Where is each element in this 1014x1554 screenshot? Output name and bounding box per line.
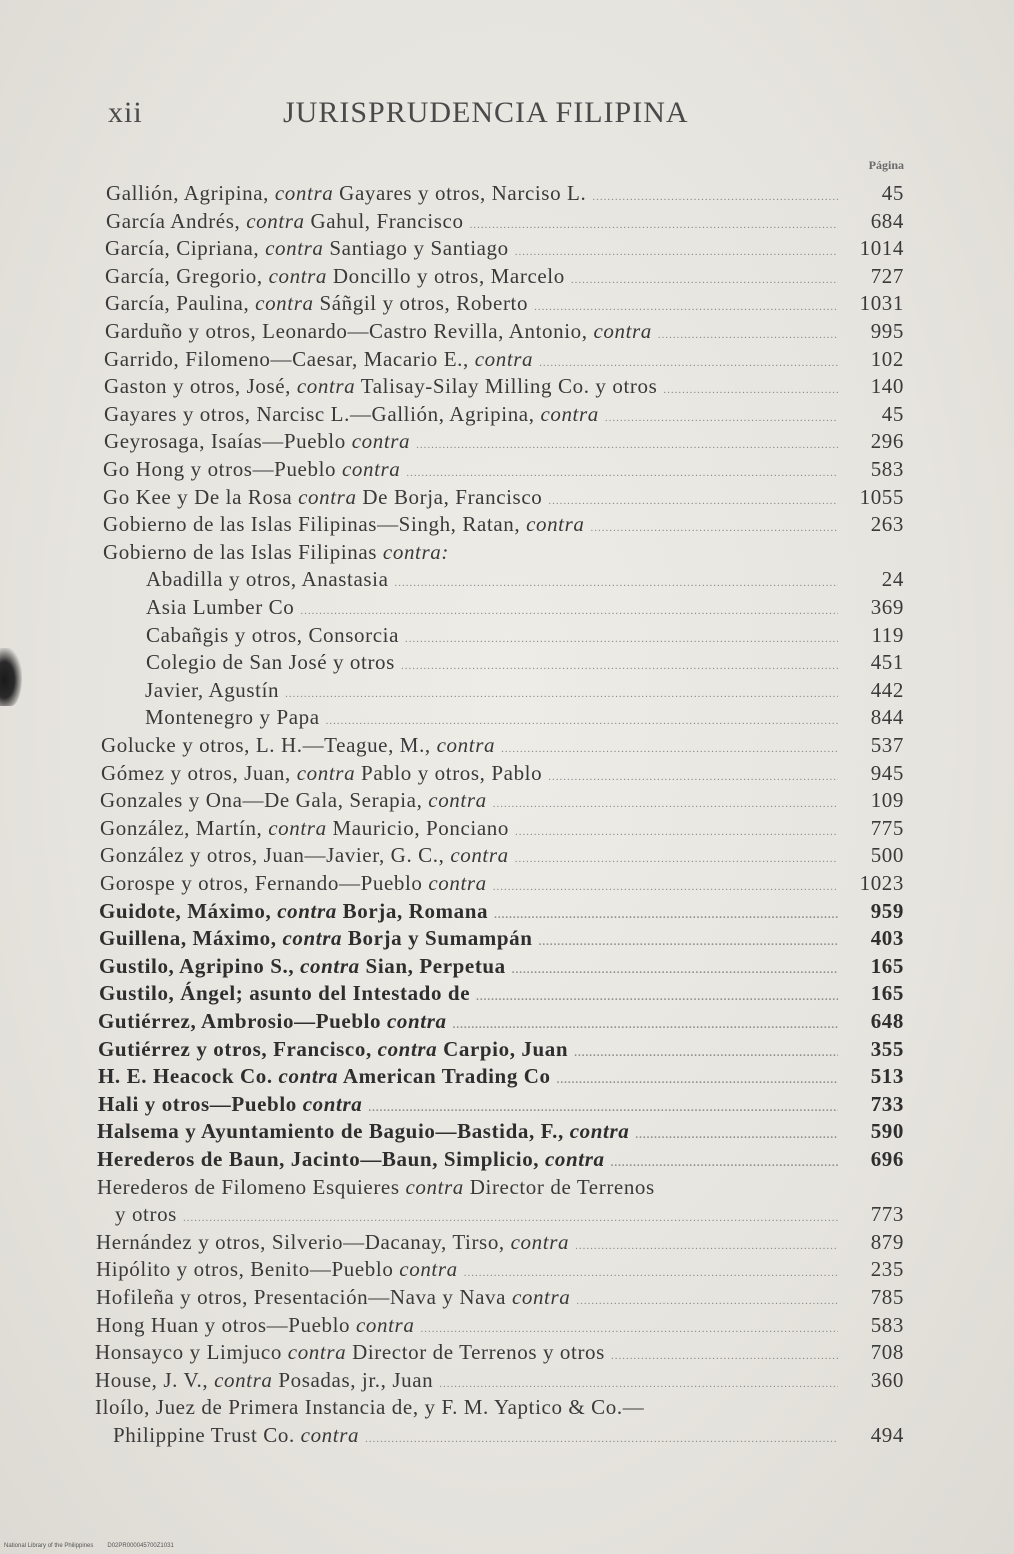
entry-text-part: Halsema y Ayuntamiento de Baguio—Bastida, F., bbox=[97, 1119, 570, 1144]
entry-text bbox=[96, 1256, 458, 1283]
entry-text-part: Borja y Sumampán bbox=[342, 926, 533, 951]
entry-text bbox=[103, 456, 400, 483]
entry-text bbox=[105, 263, 565, 290]
entry-page-number: 235 bbox=[870, 1257, 904, 1282]
entry-page-number: 648 bbox=[870, 1009, 904, 1033]
index-entry bbox=[98, 1008, 904, 1035]
entry-text bbox=[105, 318, 652, 345]
index-entry bbox=[145, 704, 904, 731]
index-entry bbox=[98, 1091, 904, 1118]
entry-text-part: Hofileña y otros, Presentación—Nava y Nava bbox=[96, 1285, 512, 1309]
entry-text bbox=[95, 1367, 433, 1394]
entry-page-number: 583 bbox=[870, 1312, 904, 1337]
entry-text-part: Montenegro y Papa bbox=[145, 705, 320, 730]
footer-library: National Library of the Philippines bbox=[4, 1543, 94, 1549]
entry-page-number: 451 bbox=[870, 650, 904, 675]
entry-page-number: 45 bbox=[881, 401, 904, 426]
entry-page-number: 696 bbox=[870, 1147, 904, 1171]
scan-smudge bbox=[0, 648, 22, 706]
entry-text-part: Garduño y otros, Leonardo—Castro Revilla, Antonio, bbox=[105, 319, 594, 343]
index-entry bbox=[96, 1229, 904, 1256]
entry-text bbox=[113, 1422, 359, 1449]
entry-italic-word: contra bbox=[510, 1229, 570, 1254]
index-entry bbox=[103, 456, 904, 483]
index-entry bbox=[145, 677, 904, 704]
entry-italic-word: contra bbox=[300, 953, 360, 978]
entry-text-part: Gaston y otros, José, bbox=[104, 374, 297, 399]
entry-text bbox=[98, 1063, 551, 1090]
entry-italic-word: contra bbox=[268, 263, 328, 288]
entry-text bbox=[99, 953, 506, 980]
entry-page-number: 590 bbox=[870, 1119, 904, 1144]
page-header bbox=[108, 96, 689, 130]
entry-italic-word: contra bbox=[511, 1285, 571, 1309]
entry-page-number: 263 bbox=[870, 512, 904, 537]
index-entry bbox=[99, 898, 904, 925]
entry-text-part: Posadas, jr., Juan bbox=[272, 1367, 434, 1392]
index-entry bbox=[115, 1201, 904, 1228]
entry-page-number: 45 bbox=[881, 181, 904, 205]
entry-page-number: 1014 bbox=[859, 236, 904, 261]
entry-text-part: Gutiérrez y otros, Francisco, bbox=[98, 1036, 378, 1061]
index-entry bbox=[98, 1063, 904, 1090]
entry-text-part: Mauricio, Ponciano bbox=[326, 815, 509, 840]
entry-page-number: 119 bbox=[871, 622, 904, 647]
entry-page-number: 727 bbox=[870, 263, 904, 288]
index-entry bbox=[95, 1367, 904, 1394]
entry-page-number: 296 bbox=[870, 429, 904, 454]
entry-italic-word: contra bbox=[387, 1009, 447, 1033]
entry-text-part: Philippine Trust Co. bbox=[113, 1423, 301, 1447]
entry-page-number: 165 bbox=[870, 981, 904, 1006]
entry-text-part: Cabañgis y otros, Consorcia bbox=[146, 622, 400, 647]
entry-text-part: Pablo y otros, Pablo bbox=[355, 760, 543, 785]
entry-text bbox=[105, 235, 509, 262]
entry-text-part: Doncillo y otros, Marcelo bbox=[327, 263, 565, 288]
index-entry bbox=[95, 1339, 904, 1366]
index-entry bbox=[146, 649, 904, 676]
index-entry bbox=[146, 566, 904, 593]
entry-text-part: Carpio, Juan bbox=[437, 1036, 569, 1061]
index-entry bbox=[95, 1394, 904, 1421]
entry-text bbox=[101, 760, 542, 787]
page-folio: xii bbox=[108, 96, 143, 129]
entry-italic-word: contra bbox=[255, 291, 314, 316]
entry-text-part: Golucke y otros, L. H.—Teague, M., bbox=[101, 733, 437, 757]
entry-page-number: 684 bbox=[870, 208, 904, 233]
entry-page-number: 733 bbox=[870, 1091, 904, 1116]
entry-text-part: Honsayco y Limjuco bbox=[95, 1340, 288, 1365]
index-entry bbox=[103, 511, 904, 538]
index-entry bbox=[97, 1174, 904, 1201]
entry-text-part: Gallión, Agripina, bbox=[106, 181, 275, 205]
entry-italic-word: contra bbox=[300, 1423, 360, 1447]
entry-page-number: 773 bbox=[870, 1202, 904, 1227]
entry-text-part: Colegio de San José y otros bbox=[146, 650, 395, 675]
entry-page-number: 945 bbox=[870, 760, 904, 785]
entry-page-number: 879 bbox=[870, 1229, 904, 1254]
entry-text bbox=[100, 842, 509, 869]
entry-text bbox=[145, 704, 320, 731]
entry-text-part: Herederos de Filomeno Esquieres bbox=[97, 1174, 406, 1199]
entry-text-part: Director de Terrenos y otros bbox=[346, 1340, 605, 1365]
entry-text-part: H. E. Heacock Co. bbox=[98, 1064, 279, 1089]
entry-text-part: American Trading Co bbox=[338, 1064, 551, 1089]
entry-page-number: 775 bbox=[870, 815, 904, 840]
entry-page-number: 1031 bbox=[859, 291, 904, 316]
index-entry bbox=[146, 622, 904, 649]
entry-text bbox=[97, 1146, 605, 1173]
entry-text bbox=[101, 732, 495, 759]
entry-text-part: Gustilo, Agripino S., bbox=[99, 953, 301, 978]
entry-text-part: y otros bbox=[115, 1202, 177, 1227]
entry-italic-word: contra bbox=[246, 208, 305, 233]
entry-italic-word: contra bbox=[265, 236, 324, 261]
entry-text-part: House, J. V., bbox=[95, 1367, 215, 1392]
entry-text-part: Guillena, Máximo, bbox=[99, 926, 283, 951]
entry-page-number: 785 bbox=[870, 1285, 904, 1309]
entry-text bbox=[105, 290, 528, 317]
entry-text-part: Santiago y Santiago bbox=[323, 236, 509, 261]
entry-text bbox=[98, 1008, 447, 1035]
entry-text bbox=[98, 1036, 568, 1063]
entry-text-part: Gustilo, Ángel; asunto del Intestado de bbox=[99, 981, 471, 1006]
entry-text bbox=[100, 870, 487, 897]
index-entry bbox=[96, 1284, 904, 1311]
entry-text bbox=[98, 1091, 362, 1118]
index-entry bbox=[101, 760, 904, 787]
entry-page-number: 24 bbox=[881, 567, 904, 592]
entry-page-number: 844 bbox=[870, 705, 904, 730]
entry-text-part: Talisay-Silay Milling Co. y otros bbox=[355, 374, 658, 399]
entry-text-part: Sáñgil y otros, Roberto bbox=[313, 291, 529, 316]
entry-page-number: 360 bbox=[870, 1367, 904, 1392]
entry-italic-word: contra bbox=[296, 374, 356, 399]
entry-text-part: González, Martín, bbox=[100, 815, 269, 840]
entry-text bbox=[96, 1284, 570, 1311]
index-entry bbox=[97, 1118, 904, 1145]
entry-text-part: Asia Lumber Co bbox=[146, 595, 295, 619]
index-entry bbox=[103, 539, 904, 566]
entry-italic-word: contra bbox=[277, 898, 337, 923]
entry-text bbox=[146, 622, 399, 649]
index-entry bbox=[106, 180, 904, 207]
footer-code: D02PR000045700Z1031 bbox=[107, 1543, 174, 1549]
entry-text-part: Geyrosaga, Isaías—Pueblo bbox=[104, 429, 352, 454]
entry-text bbox=[99, 925, 533, 952]
entry-italic-word: contra bbox=[341, 457, 401, 481]
entry-text-part: Borja, Romana bbox=[336, 898, 489, 923]
entry-text bbox=[103, 539, 449, 566]
entry-italic-word: contra bbox=[268, 815, 327, 840]
index-entry bbox=[99, 925, 904, 952]
entry-text-part: Gobierno de las Islas Filipinas bbox=[103, 539, 383, 564]
entry-italic-word: contra bbox=[298, 484, 357, 509]
index-entry bbox=[146, 594, 904, 621]
entry-italic-word: contra bbox=[302, 1091, 363, 1116]
entry-text-part: García, Cipriana, bbox=[105, 236, 266, 261]
entry-italic-word: contra bbox=[274, 181, 334, 205]
entry-text bbox=[145, 677, 279, 704]
entry-text-part: Iloílo, Juez de Primera Instancia de, y F. M. Yaptico & Co.— bbox=[95, 1395, 645, 1420]
entry-text bbox=[146, 594, 294, 621]
entry-page-number: 500 bbox=[870, 843, 904, 868]
entry-text-part: Herederos de Baun, Jacinto—Baun, Simplicio, bbox=[97, 1147, 545, 1171]
entry-page-number: 494 bbox=[870, 1423, 904, 1447]
entry-text-part: Sian, Perpetua bbox=[359, 953, 506, 978]
entry-page-number: 708 bbox=[870, 1340, 904, 1365]
dot-leader bbox=[365, 1426, 838, 1453]
entry-page-number: 1055 bbox=[859, 484, 904, 509]
entry-text-part: Hali y otros—Pueblo bbox=[98, 1091, 303, 1116]
index-entry bbox=[113, 1422, 904, 1449]
entry-italic-word: contra bbox=[296, 760, 356, 785]
entry-text bbox=[95, 1339, 605, 1366]
entry-italic-word: contra bbox=[474, 346, 534, 371]
index-entry bbox=[106, 208, 904, 235]
entry-italic-word: contra bbox=[356, 1312, 415, 1337]
entry-text bbox=[99, 898, 488, 925]
entry-text-part: Go Kee y De la Rosa bbox=[103, 484, 299, 509]
scan-footer bbox=[4, 1543, 188, 1549]
index-entry bbox=[99, 953, 904, 980]
entry-italic-word: contra bbox=[377, 1036, 438, 1061]
entry-italic-word: contra bbox=[593, 319, 652, 343]
index-entry bbox=[101, 732, 904, 759]
entry-text bbox=[100, 815, 509, 842]
entry-italic-word: contra bbox=[428, 871, 487, 895]
entry-text-part: Gahul, Francisco bbox=[304, 208, 464, 233]
index-entry bbox=[104, 401, 904, 428]
entry-text bbox=[100, 787, 487, 814]
index-entry bbox=[99, 980, 904, 1007]
entry-italic-word: contra bbox=[214, 1367, 273, 1392]
entry-italic-word: contra bbox=[545, 1147, 605, 1171]
entry-page-number: 140 bbox=[870, 374, 904, 399]
entry-page-number: 537 bbox=[870, 733, 904, 757]
entry-text-part: Abadilla y otros, Anastasia bbox=[146, 567, 389, 592]
entry-page-number: 442 bbox=[870, 677, 904, 702]
entry-text bbox=[146, 649, 395, 676]
entry-text bbox=[115, 1201, 177, 1228]
entry-text-part: Hipólito y otros, Benito—Pueblo bbox=[96, 1257, 400, 1282]
index-entry bbox=[105, 235, 904, 262]
index-entry bbox=[104, 346, 904, 373]
entry-text-part: Guidote, Máximo, bbox=[99, 898, 278, 923]
index-entry bbox=[96, 1256, 904, 1283]
entry-text bbox=[146, 566, 389, 593]
index-entry bbox=[105, 318, 904, 345]
index-entry bbox=[104, 428, 904, 455]
entry-text-part: García, Gregorio, bbox=[105, 263, 269, 288]
entry-italic-word: contra bbox=[351, 429, 411, 454]
entry-text-part: Gorospe y otros, Fernando—Pueblo bbox=[100, 871, 429, 895]
entry-italic-word: contra bbox=[287, 1340, 347, 1365]
entry-page-number: 109 bbox=[870, 788, 904, 813]
entry-italic-word: contra bbox=[428, 788, 487, 813]
entry-text-part: De Borja, Francisco bbox=[356, 484, 543, 509]
entry-italic-word: contra bbox=[569, 1119, 630, 1144]
entry-text bbox=[106, 180, 586, 207]
entry-page-number: 959 bbox=[870, 898, 904, 923]
entry-text bbox=[97, 1174, 655, 1201]
entry-text-part: Garrido, Filomeno—Caesar, Macario E., bbox=[104, 346, 475, 371]
page-column-label: Página bbox=[868, 158, 904, 172]
entry-text-part: García, Paulina, bbox=[105, 291, 256, 316]
running-title: JURISPRUDENCIA FILIPINA bbox=[283, 96, 689, 129]
index-entry bbox=[105, 290, 904, 317]
entry-page-number: 513 bbox=[870, 1064, 904, 1089]
entry-text bbox=[104, 428, 410, 455]
entry-text-part: Director de Terrenos bbox=[463, 1174, 655, 1199]
entry-italic-word: contra bbox=[399, 1257, 458, 1282]
entry-page-number: 355 bbox=[870, 1036, 904, 1061]
entry-italic-word: contra bbox=[436, 733, 496, 757]
entry-text-part: Gayares y otros, Narciso L. bbox=[333, 181, 587, 205]
index-entry bbox=[100, 842, 904, 869]
entry-italic-word: contra: bbox=[382, 539, 449, 564]
entry-text-part: Hong Huan y otros—Pueblo bbox=[96, 1312, 356, 1337]
entry-text-part: Gonzales y Ona—De Gala, Serapia, bbox=[100, 788, 429, 813]
entry-text bbox=[104, 346, 533, 373]
index-entry bbox=[105, 263, 904, 290]
entry-italic-word: contra bbox=[540, 401, 599, 426]
entry-italic-word: contra bbox=[405, 1174, 464, 1199]
entry-text-part: Gayares y otros, Narcisc L.—Gallión, Agripina, bbox=[104, 401, 541, 426]
index-entry bbox=[100, 870, 904, 897]
entry-italic-word: contra bbox=[278, 1064, 339, 1089]
entry-italic-word: contra bbox=[526, 512, 585, 537]
entry-text-part: Go Hong y otros—Pueblo bbox=[103, 457, 342, 481]
index-entry bbox=[98, 1036, 904, 1063]
entry-text bbox=[106, 208, 464, 235]
entry-text bbox=[103, 511, 585, 538]
entry-page-number: 165 bbox=[870, 953, 904, 978]
index-entry bbox=[96, 1312, 904, 1339]
entry-text bbox=[97, 1118, 629, 1145]
index-entry bbox=[103, 484, 904, 511]
entry-italic-word: contra bbox=[282, 926, 343, 951]
entry-text-part: Hernández y otros, Silverio—Dacanay, Tirso, bbox=[96, 1229, 511, 1254]
index-entry bbox=[100, 787, 904, 814]
entry-text-part: García Andrés, bbox=[106, 208, 247, 233]
index-entry bbox=[97, 1146, 904, 1173]
entry-text bbox=[103, 484, 542, 511]
index-entry bbox=[104, 373, 904, 400]
index-entry bbox=[100, 815, 904, 842]
entry-page-number: 995 bbox=[870, 319, 904, 343]
entry-text bbox=[104, 401, 599, 428]
entry-page-number: 102 bbox=[870, 346, 904, 371]
entry-text bbox=[99, 980, 470, 1007]
entry-text bbox=[95, 1394, 644, 1421]
entry-page-number: 369 bbox=[870, 595, 904, 619]
entry-text-part: Gómez y otros, Juan, bbox=[101, 760, 297, 785]
entry-page-number: 403 bbox=[870, 926, 904, 951]
entry-italic-word: contra bbox=[450, 843, 509, 868]
entry-text bbox=[96, 1312, 414, 1339]
entry-page-number: 583 bbox=[870, 457, 904, 481]
entry-page-number: 1023 bbox=[859, 871, 904, 895]
entry-text-part: González y otros, Juan—Javier, G. C., bbox=[100, 843, 451, 868]
entry-text-part: Javier, Agustín bbox=[145, 677, 280, 702]
entry-text bbox=[96, 1229, 569, 1256]
entry-text-part: Gutiérrez, Ambrosio—Pueblo bbox=[98, 1009, 387, 1033]
entry-text bbox=[104, 373, 657, 400]
entry-text-part: Gobierno de las Islas Filipinas—Singh, Ratan, bbox=[103, 512, 527, 537]
